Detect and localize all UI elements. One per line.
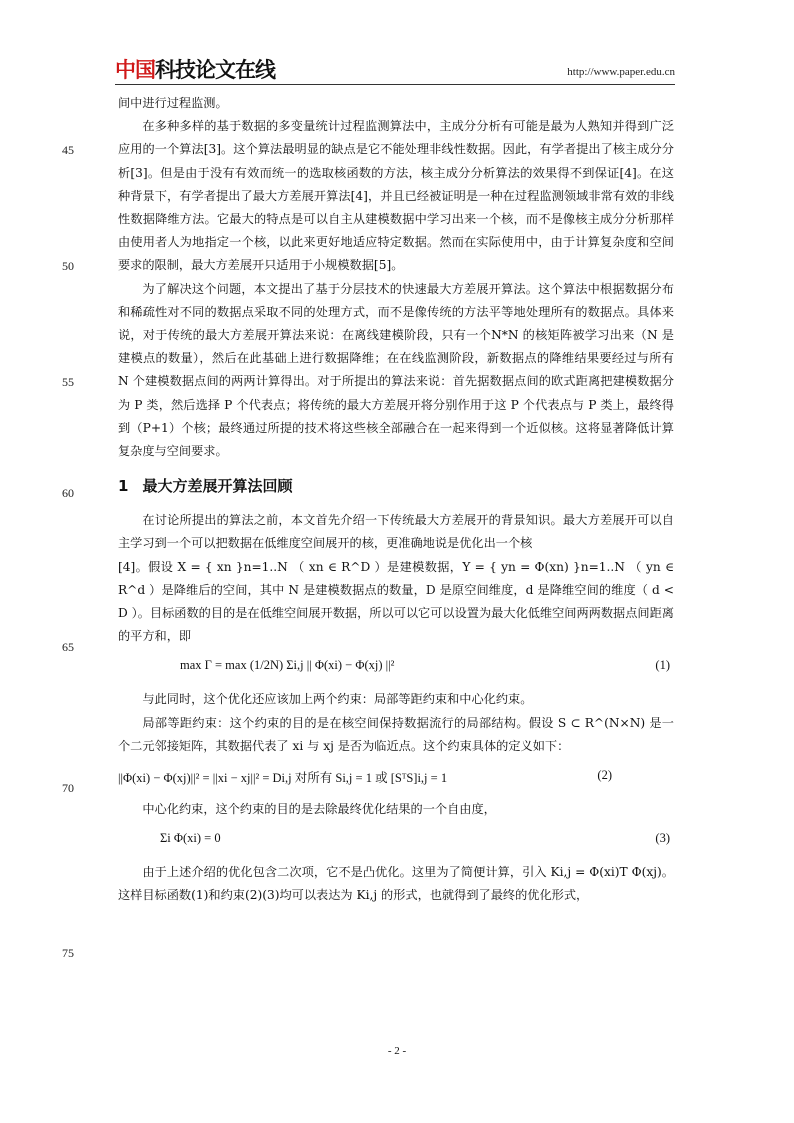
- journal-logo: [115, 58, 275, 82]
- line-number: 75: [62, 946, 74, 960]
- equation-number: (3): [655, 831, 670, 846]
- paragraph: 为了解决这个问题，本文提出了基于分层技术的快速最大方差展开算法。这个算法中根据数据分布和稀疏性对不同的数据点采取不同的处理方式，而不是像传统的方法平等地处理所有的数据点。具体来说，对于传统的最大方差展开算法来说：在离线建模阶段，只有一个N*N 的核矩阵被学习出来（N 是建模点的数量），然后在此基础上进行数据降维；在在线监测阶段，新数据点的降维结果要经过与所有 N 个建模数据点间的两两计算得出。对于所提出的算法来说：首先据数据点间的欧式距离把建模数据分为 P 类，然后选择 P 个代表点；将传统的最大方差展开将分别作用于这 P 个代表点与 P 类上，最终得到（P+1）个核；最终通过所提的技术将这些核全部融合在一起来得到一个近似核。这将显著降低计算复杂度与空间要求。: [118, 281, 674, 459]
- line-number: 60: [62, 486, 74, 500]
- page-header: [115, 58, 675, 82]
- equation-2: [118, 758, 674, 798]
- section-number: 1: [118, 477, 129, 496]
- line-number: 50: [62, 259, 74, 273]
- section-title: 最大方差展开算法回顾: [142, 477, 293, 496]
- equation-body: ||Φ(xi) − Φ(xj)||² = ||xi − xj||² = Di,j 对所有 Si,j = 1 或 [SᵀS]i,j = 1: [118, 771, 448, 786]
- paragraph: 中心化约束，这个约束的目的是去除最终优化结果的一个自由度，: [142, 802, 496, 817]
- page-number: - 2 -: [387, 1045, 407, 1057]
- equation-1: [118, 648, 674, 688]
- logo-black-part: 科技论文在线: [155, 58, 275, 82]
- equation-3: [118, 821, 674, 861]
- header-rule: [115, 84, 675, 85]
- line-number: 70: [62, 781, 74, 795]
- header-url: http://www.paper.edu.cn: [567, 66, 675, 78]
- section-heading: [118, 473, 674, 499]
- equation-number: (2): [597, 768, 612, 783]
- paragraph: 间中进行过程监测。: [118, 96, 228, 110]
- paragraph: 与此同时，这个优化还应该加上两个约束：局部等距约束和中心化约束。: [142, 692, 533, 707]
- equation-body: max Γ = max (1/2N) Σi,j || Φ(xi) − Φ(xj) ||²: [180, 658, 395, 673]
- equation-body: Σi Φ(xi) = 0: [160, 831, 221, 846]
- line-number: 55: [62, 375, 74, 389]
- line-number: 65: [62, 640, 74, 654]
- equation-number: (1): [655, 658, 670, 673]
- line-number: 45: [62, 143, 74, 157]
- paragraph: 局部等距约束：这个约束的目的是在核空间保持数据流行的局部结构。假设 S ⊂ R^(N×N) 是一个二元邻接矩阵，其数据代表了 xi 与 xj 是否为临近点。这个约束具体的定义如下：: [118, 715, 674, 753]
- paragraph: [4]。假设 X = { xn }n=1..N （ xn ∈ R^D ）是建模数据，Y = { yn = Φ(xn) }n=1..N （ yn ∈ R^d ）是降维后的空间，其中 N 是建模数据点的数量，D 是原空间维度，d 是降维空间的维度（ d < D ）。目标函数的目的是在低维空间展开数据，所以可以它可以设置为最大化低维空间两两数据点间距离的平方和，即: [118, 559, 674, 644]
- paragraph: 在讨论所提出的算法之前，本文首先介绍一下传统最大方差展开的背景知识。最大方差展开可以自主学习到一个可以把数据在低维度空间展开的核，更准确地说是优化出一个核: [118, 513, 674, 551]
- paragraph: 由于上述介绍的优化包含二次项，它不是凸优化。这里为了简便计算，引入 Ki,j = Φ(xi)T Φ(xj)。这样目标函数(1)和约束(2)(3)均可以表达为 Ki,j 的形式，也就得到了最终的优化形式，: [118, 865, 674, 903]
- paragraph: 在多种多样的基于数据的多变量统计过程监测算法中，主成分分析有可能是最为人熟知并得到广泛应用的一个算法[3]。这个算法最明显的缺点是它不能处理非线性数据。因此，有学者提出了核主成分分析[3]。但是由于没有有效而统一的选取核函数的方法，核主成分分析算法的效果得不到保证[4]。在这种背景下，有学者提出了最大方差展开算法[4]，并且已经被证明是一种在过程监测领域非常有效的非线性数据降维方法。它最大的特点是可以自主从建模数据中学习出来一个核，而不是像核主成分分析那样由使用者人为地指定一个核，以此来更好地适应特定数据。然而在实际使用中，由于计算复杂度和空间要求的限制，最大方差展开只适用于小规模数据[5]。: [118, 119, 674, 273]
- logo-red-part: 中国: [115, 58, 155, 82]
- paper-body: [118, 92, 674, 908]
